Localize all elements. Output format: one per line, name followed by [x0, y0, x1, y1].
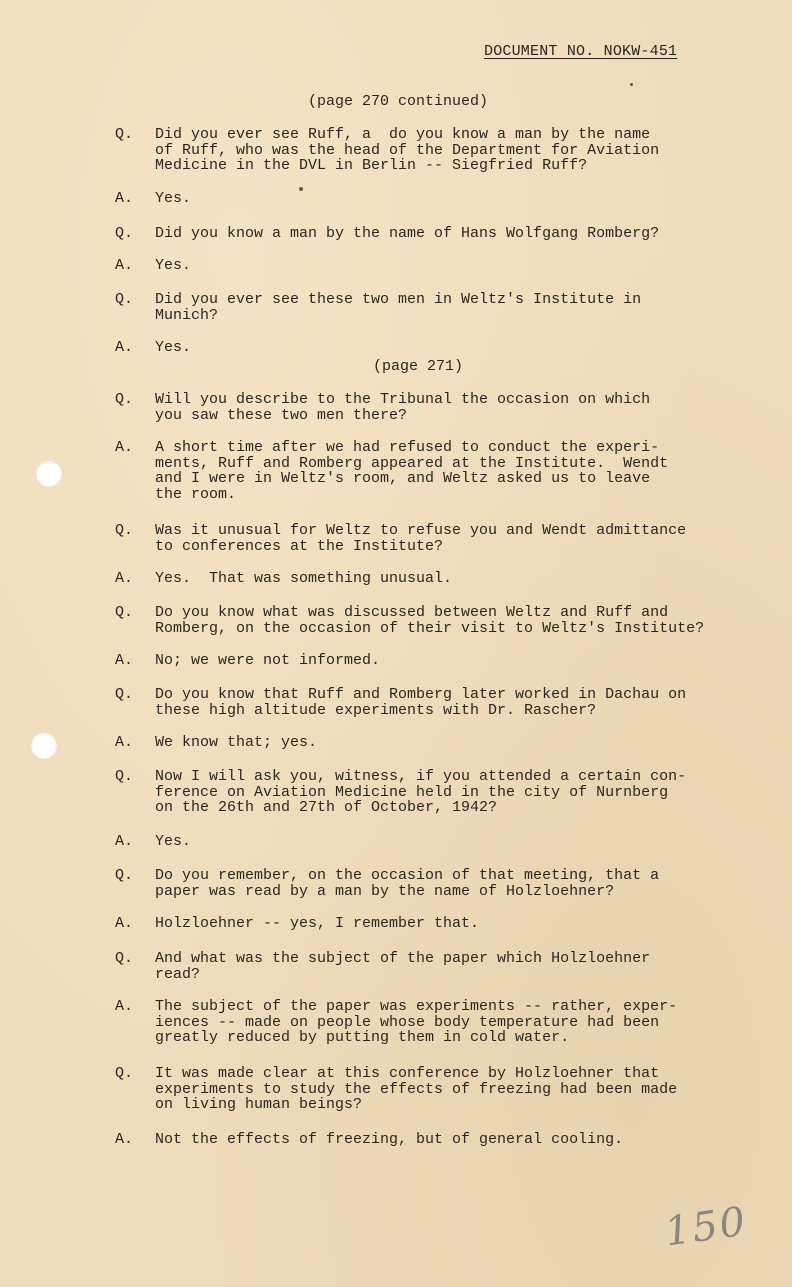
exchange-text: Do you know what was discussed between Weltz and Ruff and Romberg, on the occasion of their visit to Weltz's Institute? [155, 604, 705, 637]
exchange-text: Now I will ask you, witness, if you attended a certain con- ference on Aviation Medicine held in the city of Nurnberg on the 26th and 27th of October, 1942? [155, 768, 687, 816]
speaker-label: Q. [115, 686, 134, 703]
speaker-label: Q. [115, 867, 134, 884]
exchange-text: Yes. [155, 257, 192, 274]
exchange-text: A short time after we had refused to conduct the experi- ments, Ruff and Romberg appeared at the Institute. Wendt and I were in Weltz's room, and Weltz asked us to leave the room. [155, 439, 669, 503]
speaker-label: Q. [115, 126, 134, 143]
exchange-text: Will you describe to the Tribunal the occasion on which you saw these two men there? [155, 391, 651, 424]
exchange-text: Yes. That was something unusual. [155, 570, 453, 587]
speaker-label: A. [115, 833, 134, 850]
speaker-label: Q. [115, 768, 134, 785]
page-continued-marker: (page 270 continued) [308, 93, 489, 110]
punch-hole-lower [31, 733, 57, 759]
handwritten-page-number: 150 [662, 1198, 750, 1256]
exchange-text: We know that; yes. [155, 734, 318, 751]
punch-hole-upper [36, 461, 62, 487]
speaker-label: Q. [115, 291, 134, 308]
exchange-text: Holzloehner -- yes, I remember that. [155, 915, 480, 932]
speaker-label: Q. [115, 1065, 134, 1082]
exchange-text: It was made clear at this conference by Holzloehner that experiments to study the effects of freezing had been made on living human beings? [155, 1065, 678, 1113]
exchange-text: Not the effects of freezing, but of general cooling. [155, 1131, 624, 1148]
speaker-label: A. [115, 1131, 134, 1148]
speaker-label: Q. [115, 604, 134, 621]
exchange-text: Yes. [155, 190, 192, 207]
speaker-label: A. [115, 652, 134, 669]
speaker-label: Q. [115, 522, 134, 539]
speaker-label: A. [115, 734, 134, 751]
exchange-text: Did you ever see these two men in Weltz's Institute in Munich? [155, 291, 642, 324]
speaker-label: A. [115, 257, 134, 274]
exchange-text: Do you know that Ruff and Romberg later worked in Dachau on these high altitude experiments with Dr. Rascher? [155, 686, 687, 719]
speaker-label: A. [115, 570, 134, 587]
speaker-label: Q. [115, 225, 134, 242]
exchange-text: Yes. [155, 339, 192, 356]
speaker-label: A. [115, 439, 134, 456]
exchange-text: Did you ever see Ruff, a do you know a man by the name of Ruff, who was the head of the Department for Aviation Medicine in the DVL in Berlin -- Siegfried Ruff? [155, 126, 660, 174]
exchange-text: No; we were not informed. [155, 652, 381, 669]
speaker-label: A. [115, 915, 134, 932]
speaker-label: Q. [115, 950, 134, 967]
exchange-text: Yes. [155, 833, 192, 850]
exchange-text: Was it unusual for Weltz to refuse you and Wendt admittance to conferences at the Institute? [155, 522, 687, 555]
exchange-text: Do you remember, on the occasion of that meeting, that a paper was read by a man by the name of Holzloehner? [155, 867, 660, 900]
exchange-text: And what was the subject of the paper which Holzloehner read? [155, 950, 651, 983]
speaker-label: A. [115, 339, 134, 356]
paper-speck [630, 83, 633, 86]
exchange-text: The subject of the paper was experiments -- rather, exper- iences -- made on people whose body temperature had been greatly reduced by putting them in cold water. [155, 998, 678, 1046]
speaker-label: A. [115, 190, 134, 207]
speaker-label: Q. [115, 391, 134, 408]
speaker-label: A. [115, 998, 134, 1015]
exchange-text: Did you know a man by the name of Hans Wolfgang Romberg? [155, 225, 660, 242]
page-271-marker: (page 271) [373, 358, 464, 375]
document-number-header: DOCUMENT NO. NOKW-451 [484, 43, 678, 60]
